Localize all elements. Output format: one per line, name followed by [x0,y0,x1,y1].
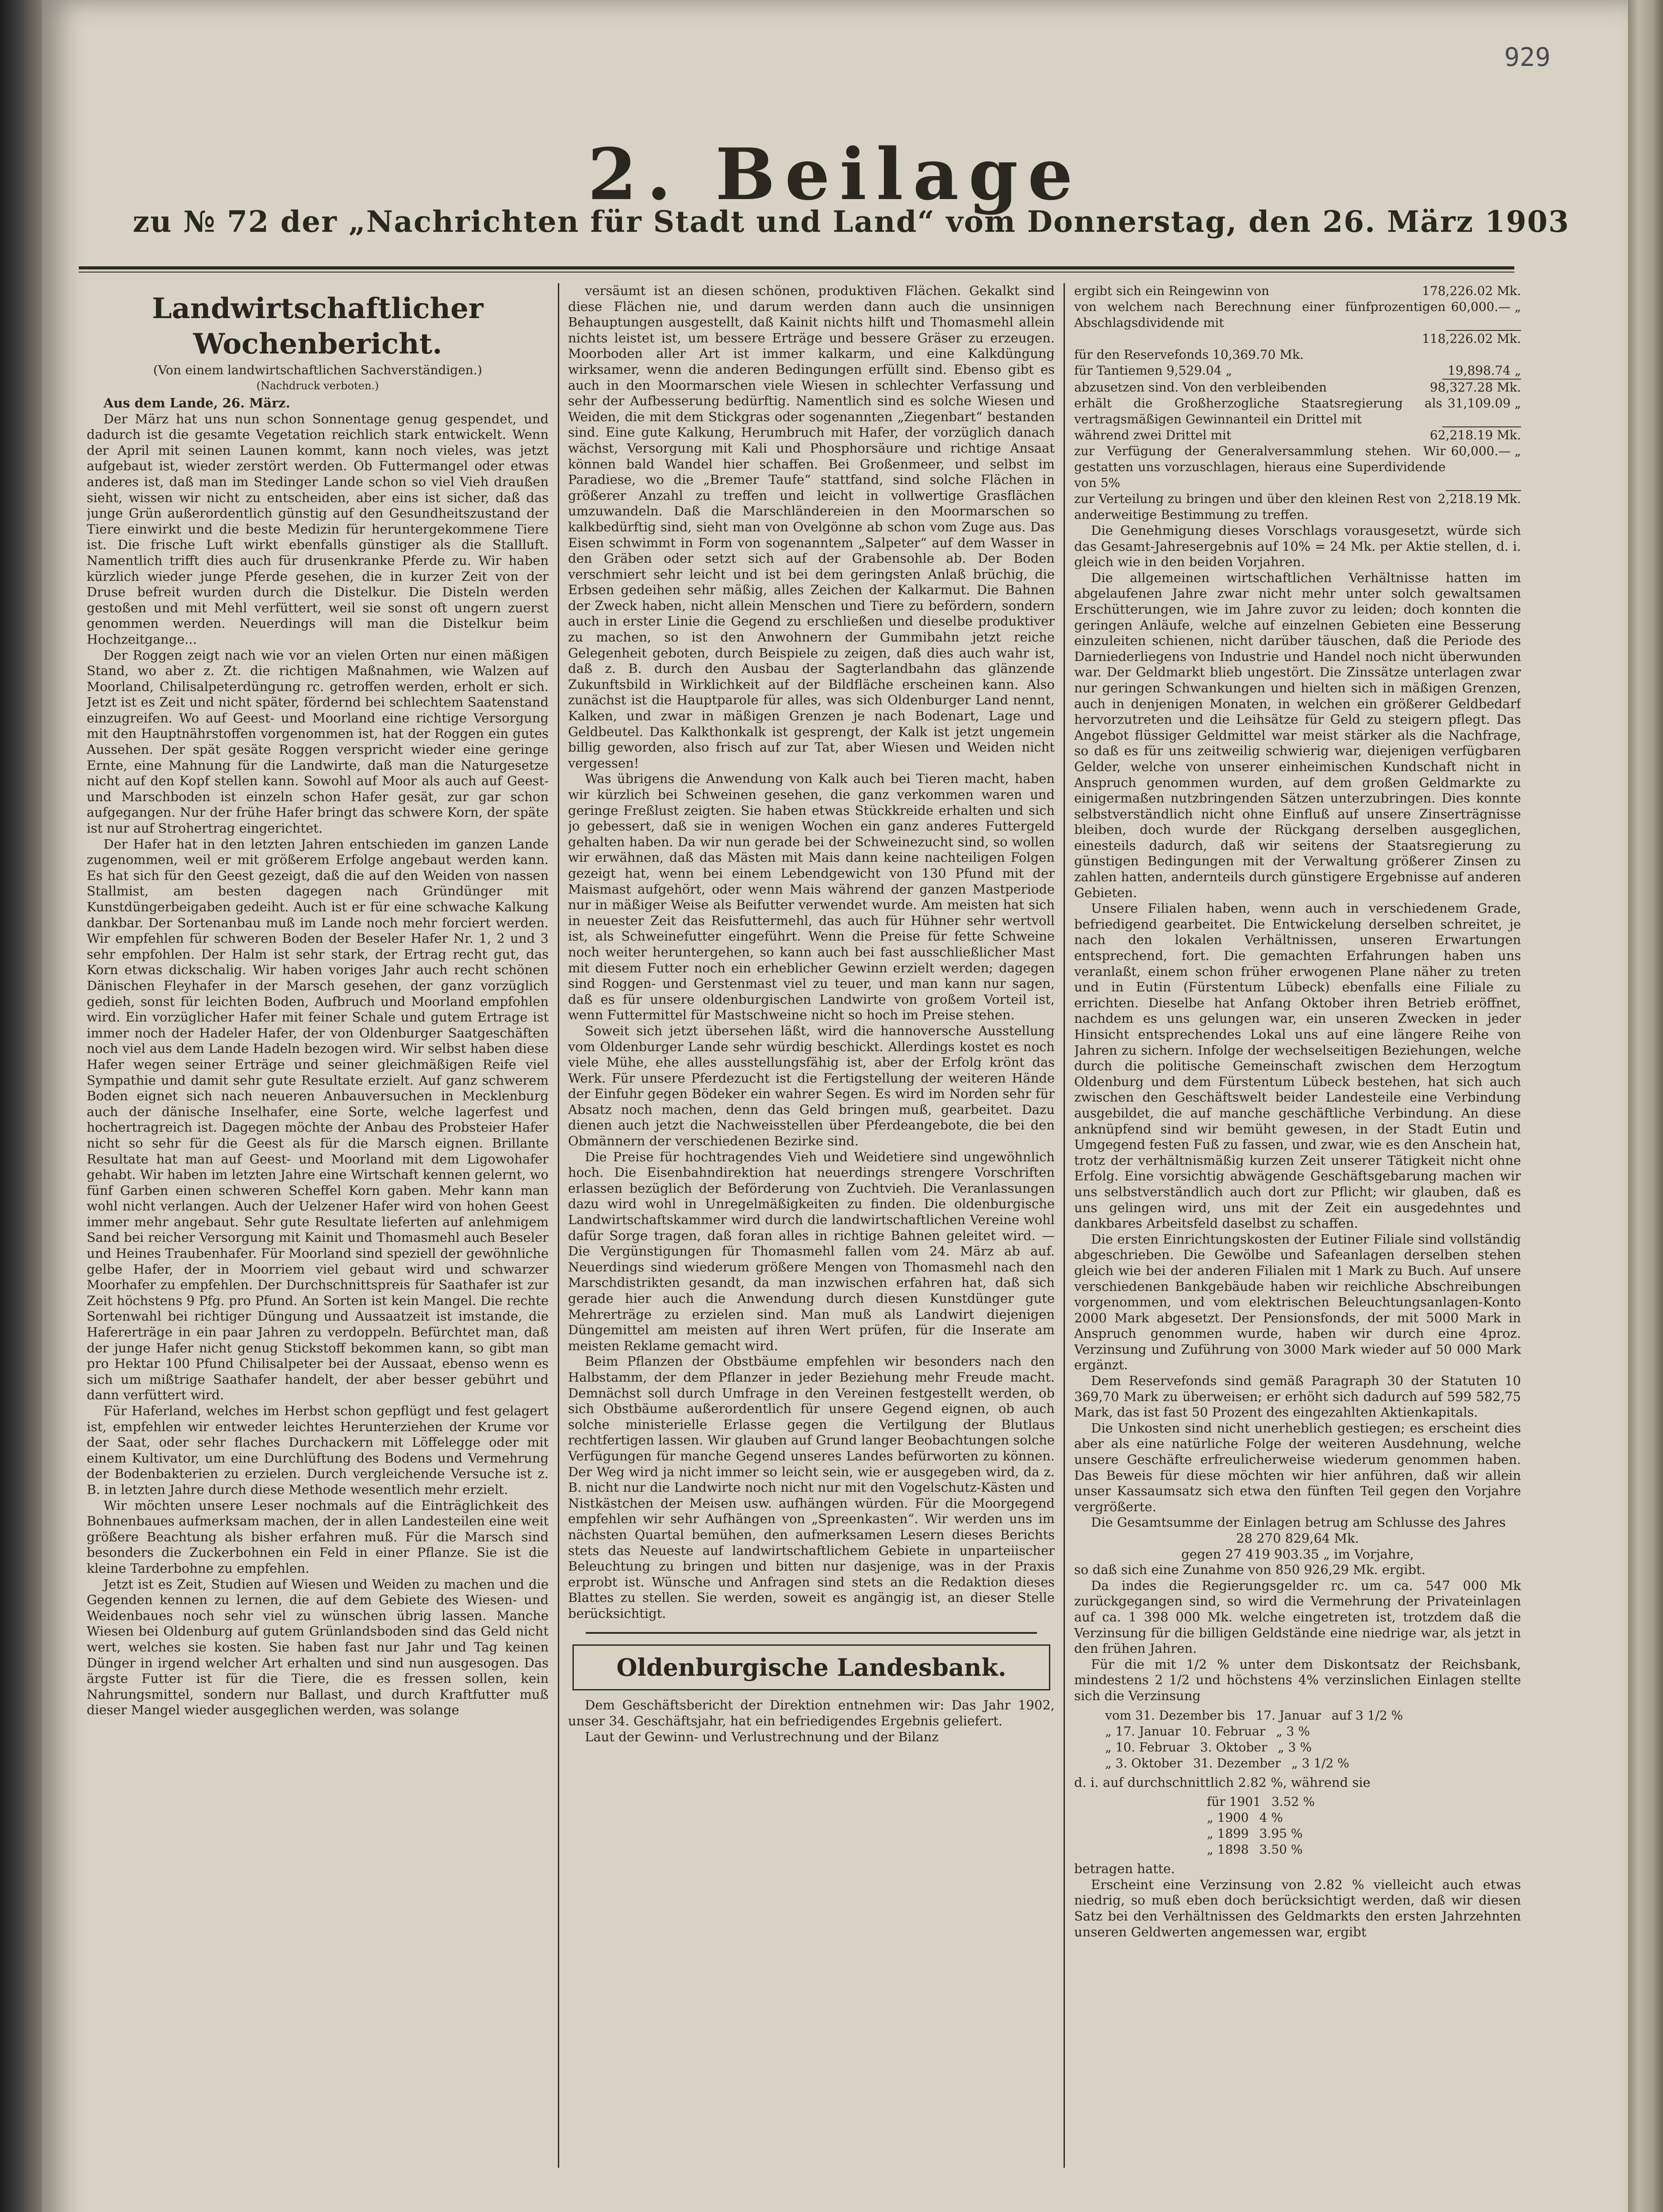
rate-row: „ 3. Oktober 31. Dezember „ 3 1/2 % [1105,1755,1349,1770]
paragraph: Der Roggen zeigt nach wie vor an vielen Orten nur einen mäßigen Stand, wo aber z. Zt. die richtigen Maßnahmen, wie Walzen auf Moorland, Chilisalpeterdüngung rc. getroffen werden, erholt er sich. Jetzt ist es Zeit und nicht später, fördernd bei schlechtem Saatenstand einzugreifen. Wo auf Geest- und Moorland eine richtige Versorgung mit den Hauptnährstoffen vorgenommen ist, hat der Roggen ein gutes Aussehen. Der spät gesäte Roggen verspricht wieder eine geringe Ernte, eine Mahnung für die Landwirte, daß man die Naturgesetze nicht auf den Kopf stellen kann. Sowohl auf Moor als auch auf Geest- und Marschboden ist einzeln schon Hafer gesät, zur gar schon aufgegangen. Nur der frühe Hafer bringt das schwere Korn, der späte ist nur auf Strohertrag eingerichtet. [87,647,549,836]
statement-row: zur Verteilung zu bringen und über den kleinen Rest von 2,218.19 Mk. [1074,492,1521,506]
statement-row: ergibt sich ein Reingewinn von 178,226.02 Mk. [1074,284,1521,298]
column-2 [568,283,1055,2185]
section-heading: Landwirtschaftlicher Wochenbericht. [152,292,484,361]
year-row: „ 1898 3.50 % [1207,1842,1303,1857]
statement-row: zur Verfügung der Generalversammlung stehen. Wir gestatten uns vorzuschlagen, hieraus eine Superdividende von 5% 60,000.— „ [1074,444,1521,490]
dateline: Aus dem Lande, 26. März. [104,396,290,411]
average-rate: d. i. auf durchschnittlich 2.82 %, während sie [1074,1774,1371,1790]
column-1 [87,283,549,2185]
statement-row: während zwei Drittel mit 62,218.19 Mk. [1074,428,1521,442]
paragraph: Der März hat uns nun schon Sonnentage genug gespendet, und dadurch ist die gesamte Vegetation reichlich stark entwickelt. Wenn der April mit seinen Launen kommt, kann noch vieles, was jetzt aufgebaut ist, wieder zerstört werden. Ob Futtermangel oder etwas anderes ist, daß man im Stedinger Lande schon so viel Vieh draußen sieht, wissen wir nicht zu entscheiden, aber eins ist sicher, daß das junge Grün außerordentlich günstig auf den Gesundheitszustand der Tiere einwirkt und die beste Medizin für heruntergekommene Tiere ist. Die frische Luft wirkt ebenfalls günstiger als die Stallluft. Namentlich trifft dies auch für drusenkranke Pferde zu. Wir haben kürzlich wieder junge Pferde gesehen, die in kurzer Zeit von der Druse befreit wurden durch die Distelkur. Die Disteln werden gestoßen und mit Mehl verfüttert, weil sie sonst oft ungern zuerst genommen werden. Neuerdings will man die Distelkur beim Hochzeitgange... [87,411,549,647]
paragraph: Die ersten Einrichtungskosten der Eutiner Filiale sind vollständig abgeschrieben. Die Gewölbe und Safeanlagen derselben stehen gleich wie bei der anderen Filialen mit 1 Mark zu Buch. Auf unsere verschiedenen Bankgebäude haben wir reichliche Abschreibungen vorgenommen, und vom elektrischen Beleuchtungsanlagen-Konto 2000 Mark abgesetzt. Der Pensionsfonds, der mit 5000 Mark in Anspruch genommen wurde, haben wir durch eine 4proz. Verzinsung und Zuführung von 3000 Mark wieder auf 50 000 Mark ergänzt. [1074,1231,1521,1373]
statement-row: von welchem nach Berechnung einer fünfprozentigen Abschlagsdividende mit 60,000.— „ [1074,300,1521,330]
book-binding [0,0,42,2212]
deposit-increase: so daß sich eine Zunahme von 850 926,29 Mk. ergibt. [1074,1562,1426,1578]
section-separator [586,1632,1037,1634]
statement-row: erhält die Großherzogliche Staatsregierung als vertragsmäßigen Gewinnanteil ein Drittel mit 31,109.09 „ [1074,396,1521,426]
paragraph: Soweit sich jetzt übersehen läßt, wird die hannoversche Ausstellung vom Oldenburger Lande sehr würdig beschickt. Allerdings kostet es noch viele Mühe, ehe alles ausstellungsfähig ist, aber der Erfolg krönt das Werk. Für unsere Pferdezucht ist die Fertigstellung der weiteren Hände der Einfuhr gegen Bödeker ein wahrer Segen. Es wird im Norden sehr für Absatz noch machen, denn das Geld bringen muß, gearbeitet. Dazu dienen auch jetzt die Nachweisstellen über Pferdeangebote, die bei den Obmännern der verschiedenen Bezirke sind. [568,1023,1055,1149]
masthead-subtitle: zu № 72 der „Nachrichten für Stadt und Land“ vom Donnerstag, den 26. März 1903 [133,204,1570,239]
year-row: „ 1899 3.95 % [1207,1826,1303,1841]
deposit-previous: gegen 27 419 903.35 „ im Vorjahre, [1181,1546,1414,1562]
rate-row: „ 17. Januar 10. Februar „ 3 % [1105,1724,1310,1739]
statement-row: abzusetzen sind. Von den verbleibenden 98,327.28 Mk. [1074,380,1521,395]
supplement-title: 2. Beilage [588,133,1083,216]
paragraph: Wir möchten unsere Leser nochmals auf die Einträglichkeit des Bohnenbaues aufmerksam machen, der in allen Landesteilen eine weit größere Beachtung als bisher erfahren muß. Für die Marsch sind besonders die Zuckerbohnen ein Feld in einer Pflanze. Sie ist die kleine Tarderbohne zu empfehlen. [87,1498,549,1576]
yearly-rate-table [1207,1794,1521,1858]
rate-row: „ 10. Februar 3. Oktober „ 3 % [1105,1740,1312,1755]
deposit-total: 28 270 829,64 Mk. [1236,1531,1359,1546]
paragraph: Laut der Gewinn- und Verlustrechnung und der Bilanz [585,1729,939,1744]
page-number: 929 [1504,42,1551,72]
paragraph: Für die mit 1/2 % unter dem Diskontsatz der Reichsbank, mindestens 2 1/2 und höchstens 4% verzinslichen Einlagen stellte sich die Verzinsung [1074,1656,1521,1703]
column-divider-1 [558,283,559,2168]
section-byline: (Von einem landwirtschaftlichen Sachverständigen.) [153,363,482,377]
paragraph: Der Hafer hat in den letzten Jahren entschieden im ganzen Lande zugenommen, weil er mit größerem Erfolge angebaut werden kann. Es hat sich für den Geest gezeigt, daß die auf den Weiden von nassen Stallmist, am besten dagegen nach Gründünger mit Kunstdüngerbeigaben gedeiht. Auch ist er für eine schwache Kalkung dankbar. Der Sortenanbau muß im Lande noch mehr forciert werden. Wir empfehlen für schweren Boden der Beseler Hafer Nr. 1, 2 und 3 sehr empfohlen. Der Halm ist sehr stark, der Ertrag recht gut, das Korn etwas dickschalig. Wir haben voriges Jahr auch recht schönen Dänischen Fleyhafer in der Marsch gesehen, der ganz vorzüglich gedieh, sonst für leichten Boden, Aufbruch und Moorland empfohlen wird. Ein vorzüglicher Hafer mit feiner Schale und gutem Ertrage ist immer noch der Hadeler Hafer, der von Oldenburger Saatgeschäften noch viel aus dem Lande Hadeln bezogen wird. Wir selbst haben diese Hafer wegen seiner Erträge und seiner gleichmäßigen Reife viel Sympathie und damit sehr gute Resultate erzielt. Auf ganz schwerem Boden eignet sich nach neueren Anbauversuchen in Mecklenburg auch der dänische Inselhafer, eine Sorte, welche lagerfest und hochertragreich ist. Dagegen möchte der Anbau des Probsteier Hafer nicht so sehr für die Geest als für die Marsch eignen. Brillante Resultate hat man auf Geest- und Moorland mit dem Ligowohafer gehabt. Wir haben im letzten Jahre eine Wirtschaft kennen gelernt, wo fünf Garben einen schweren Scheffel Korn gaben. Mehr kann man wohl nicht verlangen. Auch der Uelzener Hafer wird von hohen Geest immer mehr angebaut. Sehr gute Resultate lieferten auf anlehmigem Sand bei reicher Versorgung mit Kainit und Thomasmehl auch Beseler und Heines Traubenhafer. Für Moorland sind speziell der gewöhnliche gelbe Hafer, der in Moorriem viel gebaut wird und schwarzer Moorhafer zu empfehlen. Der Durchschnittspreis für Saathafer ist zur Zeit höchstens 9 Pfg. pro Pfund. An Sorten ist kein Mangel. Die rechte Sortenwahl bei richtiger Düngung und Aussaatzeit ist imstande, die Hafererträge in ein paar Jahren zu verdoppeln. Befürchtet man, daß der junge Hafer nicht genug Stickstoff bekommen kann, so gibt man pro Hektar 100 Pfund Chilisalpeter bei der Aussaat, ebenso wenn es sich um mißtrige Saathafer handelt, der aber besser gebührt und dann verfüttert wird. [87,836,549,1403]
statement-row: anderweitige Bestimmung zu treffen. [1074,507,1309,522]
page-edge [1628,0,1663,2212]
year-row: für 1901 3.52 % [1207,1794,1315,1809]
paragraph: Dem Geschäftsbericht der Direktion entnehmen wir: Das Jahr 1902, unser 34. Geschäftsjahr, hat ein befriedigendes Ergebnis geliefert. [568,1697,1055,1729]
betragen-note: betragen hatte. [1074,1861,1175,1877]
paragraph: Was übrigens die Anwendung von Kalk auch bei Tieren macht, haben wir kürzlich bei Schweinen gesehen, die ganz verkommen waren und geringe Freßlust zeigten. Sie haben etwas Stückkreide erhalten und sich jo gebessert, daß sie in wenigen Wochen ein ganz anderes Futtergeld gehalten haben. Da wir nun gerade bei der Schweinezucht sind, so wollen wir erwähnen, daß das Mästen mit Mais dann keine nachteiligen Folgen gezeigt hat, wenn bei einem Lebendgewicht von 130 Pfund mit der Maismast aufgehört, oder wenn Mais während der ganzen Mastperiode nur in mäßiger Weise als Beifutter verwendet wurde. Am meisten hat sich in neuester Zeit das Reisfuttermehl, das auch für Hühner sehr wertvoll ist, als Schweinefutter eingeführt. Wenn die Preise für fette Schweine noch weiter heruntergehen, so kann auch bei fast ausschließlicher Mast mit diesem Futter noch ein erheblicher Gewinn erzielt werden; dagegen sind Roggen- und Gerstenmast viel zu teuer, und man kann nur sagen, daß es für unsere oldenburgischen Landwirte von großem Vorteil ist, wenn Futtermittel für Mastschweine nicht so hoch im Preise stehen. [568,771,1055,1023]
paragraph: Für Haferland, welches im Herbst schon gepflügt und fest gelagert ist, empfehlen wir entweder leichtes Herunterziehen der Krume vor der Saat, oder sehr flaches Durchackern mit Löffelegge oder mit einem Kultivator, um eine Durchlüftung des Bodens und Vermehrung der Bodenbakterien zu erzielen. Durch vergleichende Versuche ist z. B. in letzten Jahre durch diese Methode wesentlich mehr erzielt. [87,1403,549,1497]
rate-row: vom 31. Dezember bis 17. Januar auf 3 1/2 % [1105,1708,1403,1723]
column-3 [1074,283,1521,2185]
paragraph: Erscheint eine Verzinsung von 2.82 % vielleicht auch etwas niedrig, so muß eben doch berücksichtigt werden, daß wir diesen Satz bei den Verhältnissen des Geldmarkts den ersten Jahrzehnten unseren Geldwerten angemessen war, ergibt [1074,1877,1521,1939]
column-divider-2 [1064,283,1065,2168]
paragraph: Die Genehmigung dieses Vorschlags vorausgesetzt, würde sich das Gesamt-Jahresergebnis auf 10% = 24 Mk. per Aktie stellen, d. i. gleich wie in den beiden Vorjahren. [1074,523,1521,570]
interest-rate-table [1105,1708,1521,1771]
profit-statement [1074,283,1521,523]
statement-row: 118,226.02 Mk. [1422,331,1521,346]
paragraph: Die Preise für hochtragendes Vieh und Weidetiere sind ungewöhnlich hoch. Die Eisenbahndirektion hat neuerdings strengere Vorschriften erlassen bezüglich der Beförderung von Zuchtvieh. Die Veranlassungen dazu wird wohl in Unregelmäßigkeiten zu finden. Die oldenburgische Landwirtschaftskammer wird durch die landwirtschaftlichen Vereine wohl dafür Sorge tragen, daß foran alles in richtige Bahnen geleitet wird. — Die Vergünstigungen für Thomasmehl fallen vom 24. März ab auf. Neuerdings sind wiederum größere Mengen von Thomasmehl nach den Marschdistrikten gesandt, da man inzwischen erfahren hat, daß sich gerade hier auch die Anwendung durch diesen Kunstdünger gute Mehrerträge zu erzielen sind. Man muß als Landwirt diejenigen Düngemittel am meisten auf ihren Wert prüfen, für die Inserate am meisten Reklame gemacht wird. [568,1149,1055,1353]
masthead-rule [79,266,1514,269]
statement-row: für den Reservefonds 10,369.70 Mk. [1074,347,1304,362]
paragraph: Die allgemeinen wirtschaftlichen Verhältnisse hatten im abgelaufenen Jahre zwar nicht mehr unter solch gewaltsamen Erschütterungen, wie im Jahre zuvor zu leiden; doch konnten die geringen Anläufe, welche auf einzelnen Gebieten eine Besserung einzuleiten schienen, nicht darüber täuschen, daß die Periode des Darniederliegens von Industrie und Handel noch nicht überwunden war. Der Geldmarkt blieb ungestört. Die Zinssätze unterlagen zwar nur geringen Schwankungen und hielten sich in mäßigen Grenzen, auch in denjenigen Monaten, in welchen ein größerer Geldbedarf hervorzutreten und die Leihsätze für Geld zu steigern pflegt. Das Angebot flüssiger Geldmittel war meist stärker als die Nachfrage, so daß es für uns zeitweilig schwierig war, diejenigen verfügbaren Gelder, welche von unserer einheimischen Kundschaft nicht in Anspruch genommen wurden, auf dem großen Geldmarkte zu einigermaßen nutzbringenden Sätzen unterzubringen. Dies konnte selbstverständlich nicht ohne Einfluß auf unsere Zinserträgnisse bleiben, doch wurde der Rückgang derselben ausgeglichen, einesteils dadurch, daß wir seitens der Staatsregierung zu günstigen Bedingungen mit der Verwaltung größerer Zinsen zu zahlen hatten, andernteils durch günstigere Ergebnisse auf anderen Gebieten. [1074,570,1521,900]
masthead-rule-thin [79,272,1514,273]
bank-heading: Oldenburgische Landesbank. [572,1644,1050,1690]
paragraph: Die Gesamtsumme der Einlagen betrug am Schlusse des Jahres [1091,1515,1506,1530]
reprint-note: (Nachdruck verboten.) [256,380,379,392]
paragraph: Jetzt ist es Zeit, Studien auf Wiesen und Weiden zu machen und die Gegenden kennen zu lernen, die auf dem Gebiete des Wiesen- und Weidenbaues noch sehr viel zu wünschen übrig lassen. Manche Wiesen bei Oldenburg auf gutem Grünlandsboden sind das Geld nicht wert, welches sie kosten. Sie haben fast nur Jahr und Tag keinen Dünger in irgend welcher Art erhalten und sind nun ausgesogen. Das ärgste Futter ist für die Tiere, die es fressen sollen, kein Nahrungsmittel, sondern nur Ballast, und durch Kraftfutter muß dieser Mangel wieder ausgeglichen werden, was solange [87,1576,549,1718]
paragraph: Unsere Filialen haben, wenn auch in verschiedenem Grade, befriedigend gearbeitet. Die Entwickelung derselben schreitet, je nach den lokalen Verhältnissen, unseren Erwartungen entsprechend, fort. Die gemachten Erfahrungen haben uns veranlaßt, einem schon früher erwogenen Plane näher zu treten und in Eutin (Fürstentum Lübeck) ebenfalls eine Filiale zu errichten. Dieselbe hat Anfang Oktober ihren Betrieb eröffnet, nachdem es uns gelungen war, ein unseren Zwecken in jeder Hinsicht entsprechendes Lokal uns auf eine längere Reihe von Jahren zu sichern. Infolge der wechselseitigen Beziehungen, welche durch die politische Gemeinschaft zwischen dem Herzogtum Oldenburg und dem Fürstentum Lübeck bestehen, hat sich auch zwischen den Geschäftswelt beider Landesteile eine Verbindung ausgebildet, die auf manche geschäftliche Verbindung. An diese anknüpfend sind wir bemüht gewesen, in der Stadt Eutin und Umgegend festen Fuß zu fassen, und zwar, wie es den Anschein hat, trotz der verhältnismäßig kurzen Zeit unserer Tätigkeit nicht ohne Erfolg. Eine vorsichtig abwägende Geschäftsgebarung machen wir uns selbstverständlich auch dort zur Pflicht; wir glauben, daß es uns gelingen wird, uns mit der Zeit ein ausgedehntes und dankbares Arbeitsfeld daselbst zu schaffen. [1074,901,1521,1231]
paragraph: Beim Pflanzen der Obstbäume empfehlen wir besonders nach den Halbstamm, der dem Pflanzer in jeder Beziehung mehr Freude macht. Demnächst soll durch Umfrage in den Vereinen festgestellt werden, ob sich Obstbäume außerordentlich für unsere Gegend eignen, ob auch solche ministerielle Erlasse gegen die Vertilgung der Blutlaus rechtfertigen lassen. Wir glauben auf Grund langer Beobachtungen solche Verfügungen für manche Gegend unseres Landes befürworten zu können. Der Weg wird ja nicht immer so leicht sein, wie er ausgegeben wird, da z. B. nicht nur die Landwirte noch nicht nur mit den Vogelschutz-Kästen und Nistkästchen der Meisen usw. aufhängen würden. Für die Moorgegend empfehlen wir sehr Aufhängen von „Spreenkasten“. Wir werden uns im nächsten Quartal bemühen, den aufmerksamen Lesern dieses Berichts stets das Neueste auf landwirtschaftlichem Gebiete in unparteiischer Beleuchtung zu bringen und bitten nur dasjenige, was in der Praxis erprobt ist. Wünsche und Anfragen sind stets an die Redaktion dieses Blattes zu stellen. Sie werden, soweit es angängig ist, an dieser Stelle berücksichtigt. [568,1354,1055,1621]
paragraph: versäumt ist an diesen schönen, produktiven Flächen. Gekalkt sind diese Flächen nie, und darum werden dann auch die unsinnigen Behauptungen ausgestellt, daß Kainit nichts hilft und Thomasmehl allein nichts leistet ist, um bessere Erträge und bessere Gräser zu erzeugen. Moorboden aller Art ist immer kalkarm, und eine Kalkdüngung wirksamer, wenn die anderen Bedingungen erfüllt sind. Ebenso gibt es auch in den Moormarschen viele Wiesen in schlechter Verfassung und sehr der Aufbesserung bedürftig. Namentlich sind es solche Wiesen und Weiden, die mit dem Stickgras oder sogenannten „Ziegenbart“ bestanden sind. Eine gute Kalkung, Herumbruch mit Hafer, der vorzüglich danach wächst, Versorgung mit Kali und Phosphorsäure und richtige Ansaat können bald Wandel hier schaffen. Bei Großenmeer, und selbst im Paradiese, wo die „Bremer Taufe“ stattfand, sind solche Flächen in größerer Anzahl zu treffen und leicht in vollwertige Grasflächen umzuwandeln. Daß die Marschländereien in den Moormarschen so kalkbedürftig sind, sieht man von Ovelgönne ab schon vom Zuge aus. Das Eisen schwimmt in Form von sogenanntem „Salpeter“ auf dem Wasser in den Gräben oder setzt sich auf der Grabensohle ab. Der Boden verschmiert sehr leicht und ist bei dem geringsten Anlaß brüchig, die Erbsen gedeihen sehr mäßig, alles Zeichen der Kalkarmut. Die Bahnen der Zweck haben, nicht allein Menschen und Tiere zu befördern, sondern auch in erster Linie die Gegend zu erschließen und dieselbe produktiver zu machen, so ist den Anwohnern der Gummibahn jetzt reiche Gelegenheit geboten, durch Beispiele zu zeigen, daß dies auch wahr ist, daß z. B. durch den Ausbau der Sagterlandbahn das glänzende Zukunftsbild in Wirklichkeit auf der Bildfläche erscheinen kann. Also zunächst ist die Hauptparole für alles, was sich Oldenburger Land nennt, Kalken, und zwar in mäßigen Grenzen je nach Bodenart, Lage und Geldbeutel. Das Kalkthonkalk ist gesprengt, der Kalk ist jetzt ungemein billig geworden, also frisch auf zur Tat, aber Wiesen und Weiden nicht vergessen! [568,283,1055,771]
statement-row: für Tantiemen 9,529.04 „ 19,898.74 „ [1074,363,1521,380]
paragraph: Dem Reservefonds sind gemäß Paragraph 30 der Statuten 10 369,70 Mark zu überweisen; er erhöht sich dadurch auf 599 582,75 Mark, das ist fast 50 Prozent des eingezahlten Aktienkapitals. [1074,1373,1521,1420]
year-row: „ 1900 4 % [1207,1810,1283,1825]
paragraph: Da indes die Regierungsgelder rc. um ca. 547 000 Mk zurückgegangen sind, so wird die Vermehrung der Privateinlagen auf ca. 1 398 000 Mk. welche eingetreten ist, trotzdem daß die Verzinsung für die billigen Geldstände eine niedrige war, als jetzt in den frühen Jahren. [1074,1578,1521,1656]
paragraph: Die Unkosten sind nicht unerheblich gestiegen; es erscheint dies aber als eine natürliche Folge der weiteren Ausdehnung, welche unsere Geschäfte erfreulicherweise wiederum genommen haben. Das Beweis für diese möchten wir hier anführen, daß wir allein unser Kassaumsatz sich etwa den fünften Teil gegen den Vorjahre vergrößerte. [1074,1420,1521,1514]
